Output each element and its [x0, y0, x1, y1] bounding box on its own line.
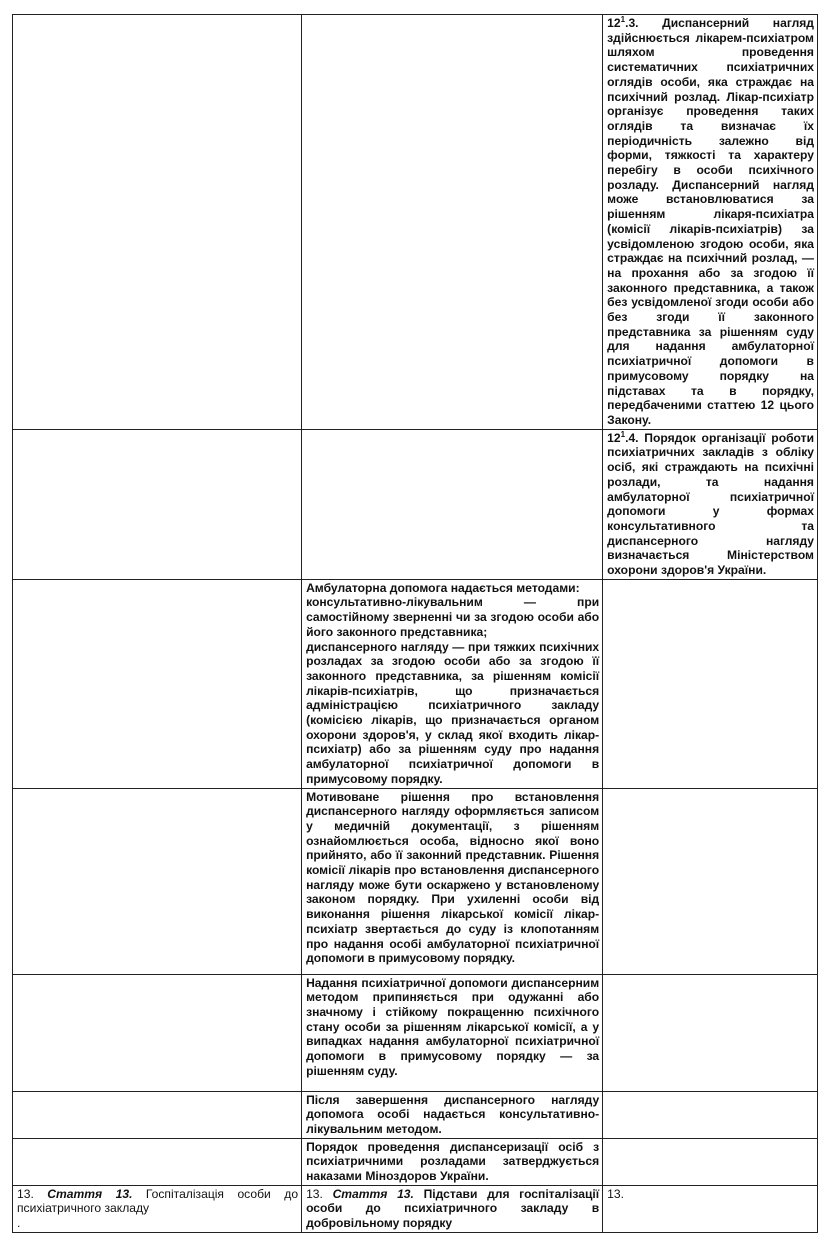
table-row: [13, 429, 818, 579]
table-cell: [302, 974, 603, 1091]
table-cell: [13, 1185, 302, 1232]
table-cell: [13, 429, 302, 579]
clause-superscript: 1: [620, 429, 626, 439]
article-title: Госпіталізація особи до психіатричного закладу: [17, 1186, 299, 1216]
table-row: [13, 15, 818, 430]
table-cell: [603, 429, 818, 579]
table-cell: [13, 788, 302, 974]
clause-text: Амбулаторна допомога надається методами: консультативно-лікувальним — при самостійному зверненні чи за згодою особи або його законного представника; диспансерного нагляду — при тяжких психічних розладах за згодою особи або за згодою її законного представника, за рішенням комісії лікарів-психіатрів, що призначається адміністрацією психіатричного закладу (комісією лікарів, що призначається органом охорони здоров'я, у склад якої входить лікар-психіатр) або за рішенням суду про надання амбулаторної психіатричної допомоги в примусовому порядку.: [306, 580, 600, 786]
clause-superscript: 1: [620, 14, 626, 24]
table-cell: [603, 579, 818, 788]
table-row: [13, 974, 818, 1091]
table-cell: [302, 1091, 603, 1138]
table-cell: [13, 1138, 302, 1185]
table-cell: [13, 1091, 302, 1138]
table-row: [13, 1138, 818, 1185]
table-cell: [302, 15, 603, 430]
article-heading: Стаття 13.: [332, 1186, 414, 1201]
clause-text: .4. Порядок організації роботи психіатричних закладів з обліку осіб, які страждають на психічні розлади, та надання амбулаторної психіатричної допомоги у формах консультативного та диспансерного нагляду визначається Міністерством охорони здоров'я України.: [607, 430, 814, 578]
table-row: [13, 579, 818, 788]
table-cell: [13, 579, 302, 788]
table-cell: [603, 788, 818, 974]
table-cell: [13, 15, 302, 430]
table-cell: [302, 1138, 603, 1185]
article-number: 13.: [607, 1186, 624, 1201]
clause-text: Після завершення диспансерного нагляду допомога особі надається консультативно-лікувальним методом.: [306, 1092, 600, 1136]
article-number: 13.: [17, 1186, 34, 1201]
table-cell: [603, 1185, 818, 1232]
table-row: [13, 788, 818, 974]
clause-text: Надання психіатричної допомоги диспансерним методом припиняється при одужанні або значному і стійкому покращенню психічного стану особи за рішенням лікарської комісії, а у випадках надання амбулаторної психіатричної допомоги в примусовому порядку — за рішенням суду.: [306, 975, 600, 1078]
table-cell: [302, 788, 603, 974]
clause-text: Порядок проведення диспансеризації осіб з психіатричними розладами затверджується наказами Міноздоров України.: [306, 1139, 600, 1184]
clause-number: 12: [607, 430, 621, 445]
clause-text: .3. Диспансерний нагляд здійснюється лікарем-психіатром шляхом проведення систематичних психіатричних оглядів особи, яка страждає на психічний розлад. Лікар-психіатр організує проведення таких оглядів та визначає їх періодичність залежно від форми, тяжкості та характеру перебігу в особи психічного розладу. Диспансерний нагляд може встановлюватися за рішенням лікаря-психіатра (комісії лікарів-психіатрів) за усвідомленою згодою особи, яка страждає на психічний розлад, — на прохання або за згодою її законного представника, а також без усвідомленої згоди особи або без згоди її законного представника за рішенням суду для надання амбулаторної психіатричної допомоги в примусовому порядку на підставах та в порядку, передбаченими статтею 12 цього Закону.: [607, 16, 814, 427]
table-cell: [302, 429, 603, 579]
article-title: Підстави для госпіталізації особи до психіатричного закладу в добровільному порядку: [306, 1186, 600, 1231]
table-cell: [302, 1185, 603, 1232]
table-row: [13, 1185, 818, 1232]
table-cell: [302, 579, 603, 788]
table-row: [13, 1091, 818, 1138]
table-cell: [13, 974, 302, 1091]
stray-mark: .: [17, 1216, 21, 1231]
article-heading: Стаття 13.: [47, 1186, 133, 1201]
table-cell: [603, 974, 818, 1091]
article-number: 13.: [306, 1186, 323, 1201]
clause-number: 12: [607, 16, 621, 30]
table-cell: [603, 15, 818, 430]
table-cell: [603, 1091, 818, 1138]
comparison-table: [12, 14, 818, 1233]
clause-text: Мотивоване рішення про встановлення диспансерного нагляду оформляється записом у медичній документації, з рішенням ознайомлюється особа, відносно якої воно прийнято, або її законний представник. Рішення комісії лікарів про встановлення диспансерного нагляду може бути оскаржено у встановленому законом порядку. При ухиленні особи від виконання рішення лікарської комісії лікар-психіатр звертається до суду із клопотанням про надання особі амбулаторної психіатричної допомоги в примусовому порядку.: [306, 789, 600, 966]
table-cell: [603, 1138, 818, 1185]
